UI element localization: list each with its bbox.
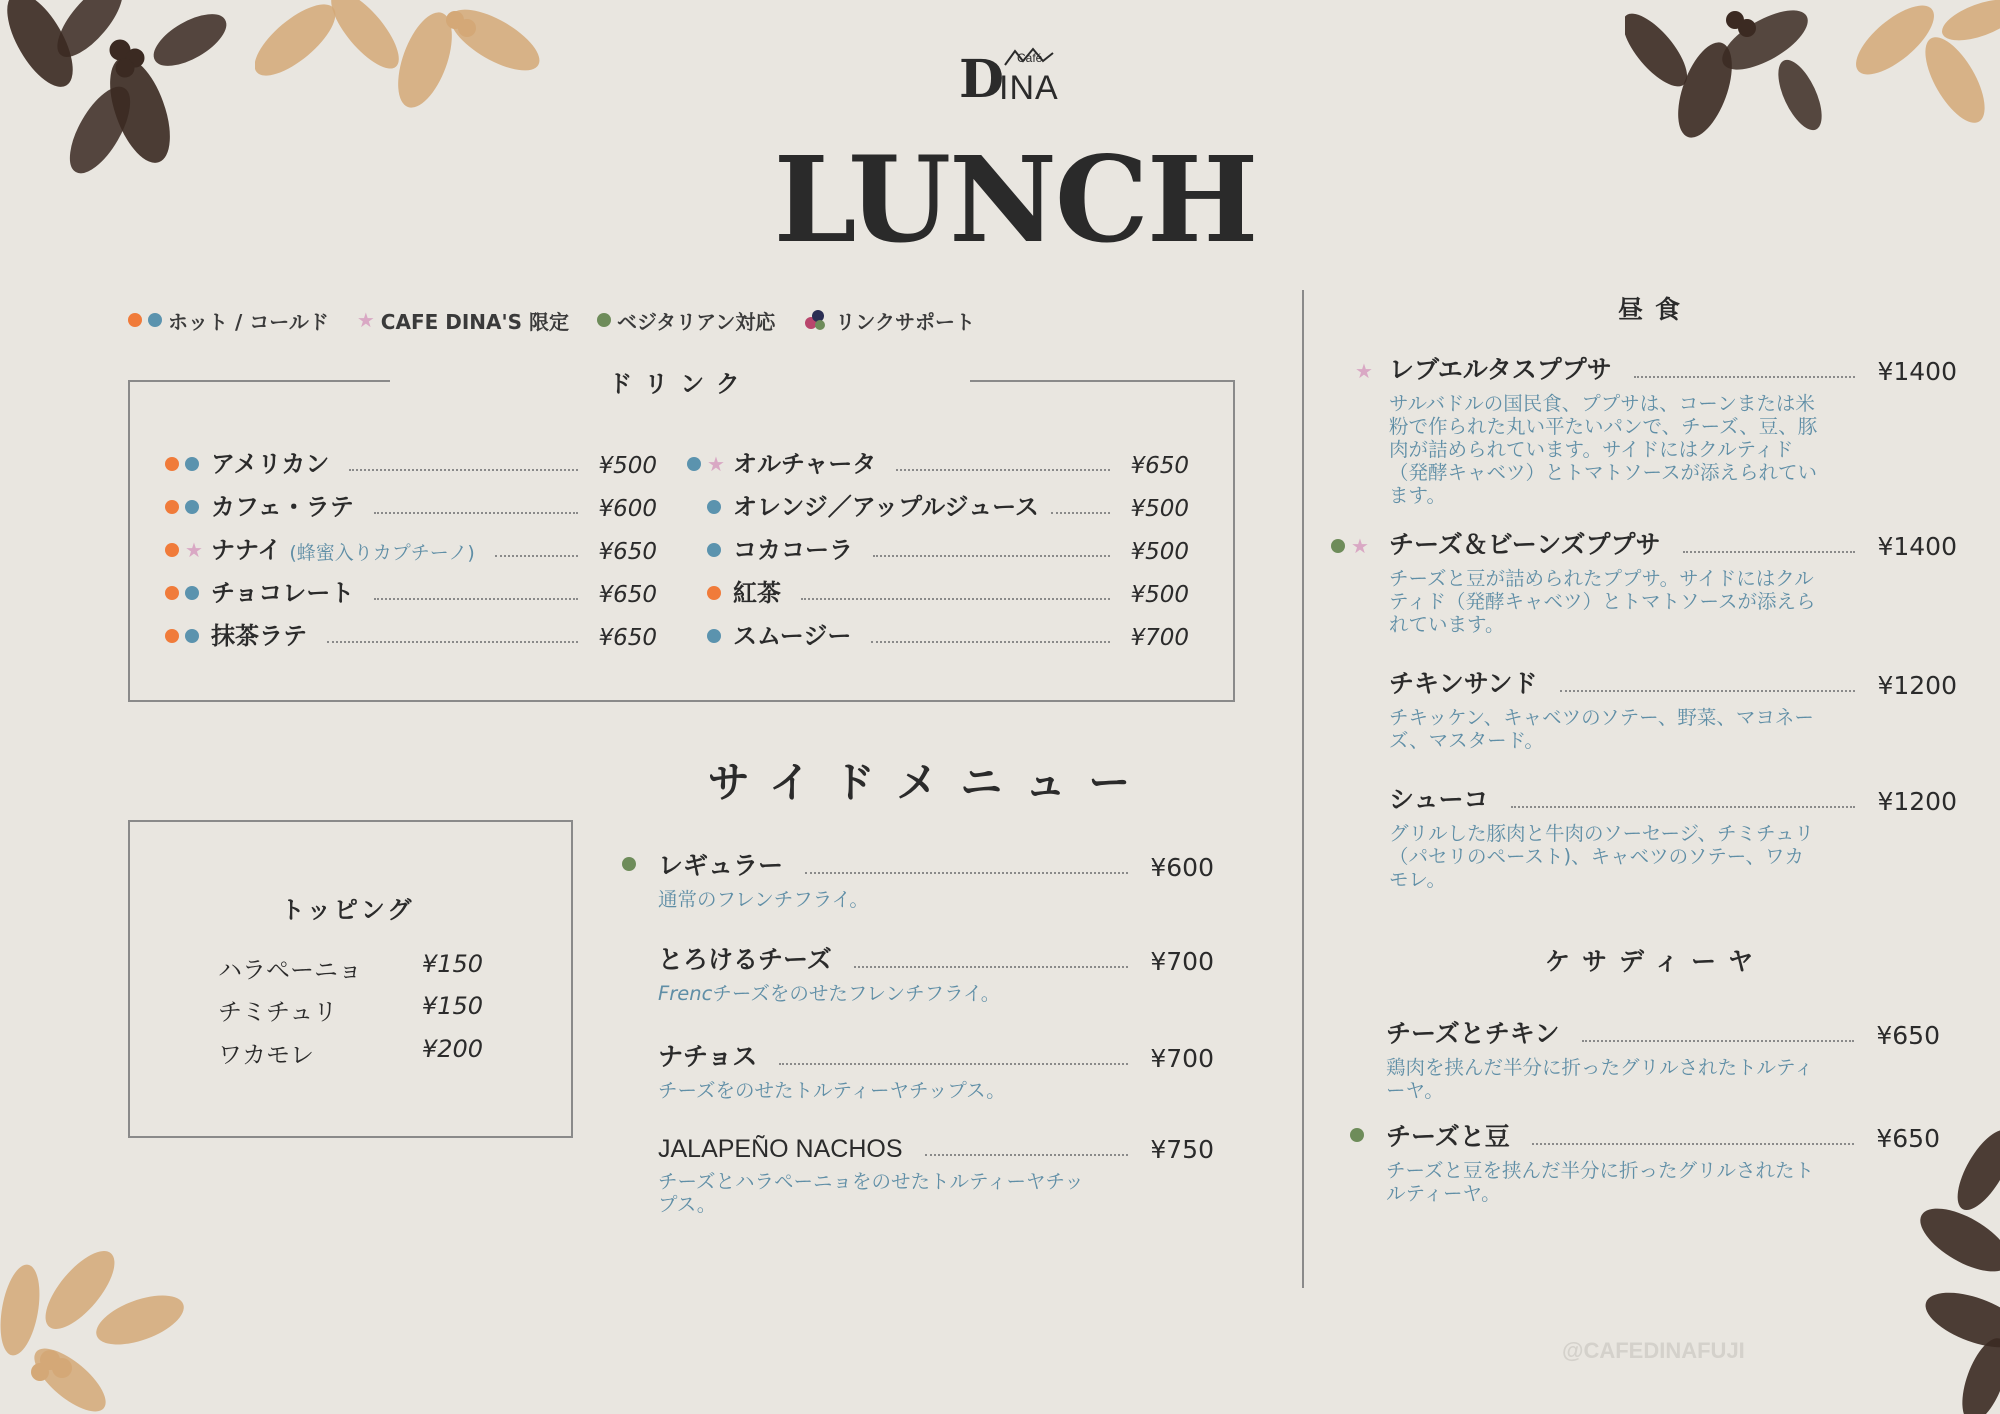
drink-row: [687, 445, 1189, 479]
quesadilla-item: [1386, 1014, 1940, 1102]
drink-row: [687, 574, 1189, 608]
item-price: ¥1200: [1877, 787, 1957, 816]
side-menu-item: [658, 1135, 1214, 1216]
lunch-item: [1355, 350, 1957, 507]
item-description: [658, 982, 1214, 1005]
item-name: レブエルタスププサ: [1389, 355, 1612, 384]
drink-name: スムージー: [733, 622, 852, 650]
column-divider: [1302, 290, 1304, 1288]
cold-dot-icon: [185, 586, 199, 600]
side-menu-item: [658, 1037, 1214, 1102]
item-name: レギュラー: [658, 851, 784, 880]
star-icon: ★: [185, 538, 203, 562]
item-name: ナチョス: [658, 1042, 758, 1071]
hot-dot-icon: [128, 313, 142, 327]
item-price: ¥650: [1876, 1021, 1940, 1050]
drink-price: ¥650: [598, 625, 657, 651]
cold-dot-icon: [185, 457, 199, 471]
link-support-icon: [803, 309, 829, 331]
logo-letter-d: D: [959, 49, 1005, 110]
item-name: チーズと豆: [1386, 1122, 1510, 1151]
drink-name: オルチャータ: [733, 450, 877, 478]
hot-dot-icon: [165, 543, 179, 557]
item-price: ¥700: [1150, 1044, 1214, 1073]
drink-name: チョコレート: [211, 579, 355, 607]
item-price: ¥750: [1150, 1135, 1214, 1164]
drink-name: 抹茶ラテ: [211, 622, 307, 650]
drink-row: [687, 488, 1189, 522]
drink-price: ¥650: [1130, 453, 1189, 479]
drink-price: ¥500: [1130, 582, 1189, 608]
legend-label: CAFE DINA'S 限定: [380, 309, 569, 334]
cold-dot-icon: [707, 629, 721, 643]
hot-dot-icon: [165, 629, 179, 643]
cold-dot-icon: [185, 500, 199, 514]
drink-price: ¥600: [598, 496, 657, 522]
item-price: ¥700: [1150, 947, 1214, 976]
lunch-item: [1389, 664, 1957, 752]
hot-dot-icon: [165, 457, 179, 471]
leaf-decoration-top-right: [1625, 0, 2000, 140]
topping-row: [218, 1035, 483, 1070]
drink-name: オレンジ／アップルジュース: [733, 493, 1039, 521]
leaf-decoration-top-center: [255, 0, 555, 110]
lunch-item: [1389, 780, 1957, 891]
item-description: チーズをのせたトルティーヤチップス。: [658, 1079, 1006, 1102]
drink-row: [165, 617, 657, 651]
vegetarian-dot-icon: [622, 857, 636, 871]
toppings-heading: トッピング: [280, 896, 415, 924]
logo-ina-text: INA: [999, 69, 1059, 107]
item-description: グリルした豚肉と牛肉のソーセージ、チミチュリ（パセリのペースト)、キャベツのソテー、ワカモレ。: [1389, 822, 1814, 891]
item-description-em: Frenc: [658, 982, 713, 1005]
drink-price: ¥500: [1130, 539, 1189, 565]
item-price: ¥1200: [1877, 671, 1957, 700]
item-description-text: チーズをのせたフレンチフライ。: [712, 982, 1001, 1005]
drink-note: (蜂蜜入りカプチーノ): [289, 542, 475, 564]
legend-item-limited: [357, 306, 569, 335]
drink-row: [165, 531, 657, 565]
topping-price: ¥200: [421, 1035, 483, 1063]
quesadilla-heading: ケサディーヤ: [1544, 947, 1765, 976]
drinks-heading: ドリンク: [608, 370, 752, 398]
cold-dot-icon: [707, 500, 721, 514]
drink-price: ¥650: [598, 539, 657, 565]
drink-row: [165, 488, 657, 522]
item-description: チーズとハラペーニョをのせたトルティーヤチップス。: [658, 1170, 1084, 1216]
drink-row: [687, 531, 1189, 565]
topping-price: ¥150: [421, 992, 483, 1020]
logo-cafe-text: Café: [1017, 51, 1043, 65]
drink-price: ¥500: [1130, 496, 1189, 522]
item-description: チーズと豆が詰められたププサ。サイドにはクルティド（発酵キャベツ）とトマトソースが添えられています。: [1389, 567, 1816, 636]
topping-name: ワカモレ: [218, 1041, 314, 1069]
legend-label: リンクサポート: [835, 309, 975, 334]
star-icon: ★: [1351, 534, 1369, 558]
item-name: チキンサンド: [1389, 669, 1538, 698]
drink-price: ¥500: [598, 453, 657, 479]
item-description: チーズと豆を挟んだ半分に折ったグリルされたトルティーヤ。: [1386, 1159, 1815, 1205]
topping-row: [218, 950, 483, 985]
star-icon: ★: [707, 452, 725, 476]
cold-dot-icon: [185, 629, 199, 643]
cold-dot-icon: [687, 457, 701, 471]
lunch-item: [1351, 525, 1957, 636]
item-description: チキッケン、キャベツのソテー、野菜、マヨネーズ、マスタード。: [1389, 706, 1814, 752]
hot-dot-icon: [707, 586, 721, 600]
item-price: ¥1400: [1877, 357, 1957, 386]
lunch-heading: 昼食: [1617, 295, 1692, 324]
cold-dot-icon: [148, 313, 162, 327]
drink-name: ナナイ: [211, 536, 282, 564]
vegetarian-dot-icon: [597, 313, 611, 327]
drink-price: ¥700: [1130, 625, 1189, 651]
item-price: ¥600: [1150, 853, 1214, 882]
item-description: 通常のフレンチフライ。: [658, 888, 869, 911]
cafe-dina-logo: [955, 45, 1075, 110]
legend: [128, 305, 1003, 335]
drink-name: カフェ・ラテ: [211, 493, 354, 521]
vegetarian-dot-icon: [1350, 1128, 1364, 1142]
legend-item-vegetarian: [597, 306, 775, 335]
drink-row: [165, 445, 657, 479]
item-name: とろけるチーズ: [658, 945, 832, 974]
item-price: ¥1400: [1877, 532, 1957, 561]
topping-name: チミチュリ: [218, 998, 338, 1026]
drink-price: ¥650: [598, 582, 657, 608]
drink-name: 紅茶: [733, 579, 781, 607]
topping-price: ¥150: [421, 950, 483, 978]
drink-name: コカコーラ: [733, 536, 853, 564]
legend-label: ホット / コールド: [168, 309, 329, 334]
item-description: 鶏肉を挟んだ半分に折ったグリルされたトルティーヤ。: [1386, 1056, 1814, 1102]
vegetarian-dot-icon: [1331, 539, 1345, 553]
item-name: チーズ＆ビーンズププサ: [1389, 530, 1661, 559]
legend-item-link: [803, 306, 975, 335]
cold-dot-icon: [707, 543, 721, 557]
drink-row: [165, 574, 657, 608]
hot-dot-icon: [165, 586, 179, 600]
item-price: ¥650: [1876, 1124, 1940, 1153]
quesadilla-item: [1386, 1117, 1940, 1205]
star-icon: ★: [356, 308, 375, 332]
leaf-decoration-bottom-left: [0, 1250, 190, 1414]
drink-name: アメリカン: [211, 450, 330, 478]
item-description: サルバドルの国民食、ププサは、コーンまたは米粉で作られた丸い平たいパンで、チーズ、豆、豚肉が詰められています。サイドにはクルティド（発酵キャベツ）とトマトソースが添えられています。: [1389, 392, 1818, 507]
legend-label: ベジタリアン対応: [616, 309, 776, 334]
topping-row: [218, 992, 483, 1027]
page-title: LUNCH: [773, 130, 1257, 269]
item-name: チーズとチキン: [1386, 1019, 1560, 1048]
side-menu-heading: サイドメニュー: [707, 758, 1153, 807]
legend-item-hot-cold: [128, 306, 329, 335]
hot-dot-icon: [165, 500, 179, 514]
topping-name: ハラペーニョ: [218, 956, 362, 984]
item-name: JALAPEÑO NACHOS: [658, 1135, 903, 1163]
side-menu-item: [658, 940, 1214, 1005]
social-handle: @CAFEDINAFUJI: [1562, 1338, 1745, 1363]
star-icon: ★: [1355, 359, 1373, 383]
side-menu-item: [658, 846, 1214, 911]
drink-row: [687, 617, 1189, 651]
item-name: シューコ: [1389, 785, 1489, 814]
